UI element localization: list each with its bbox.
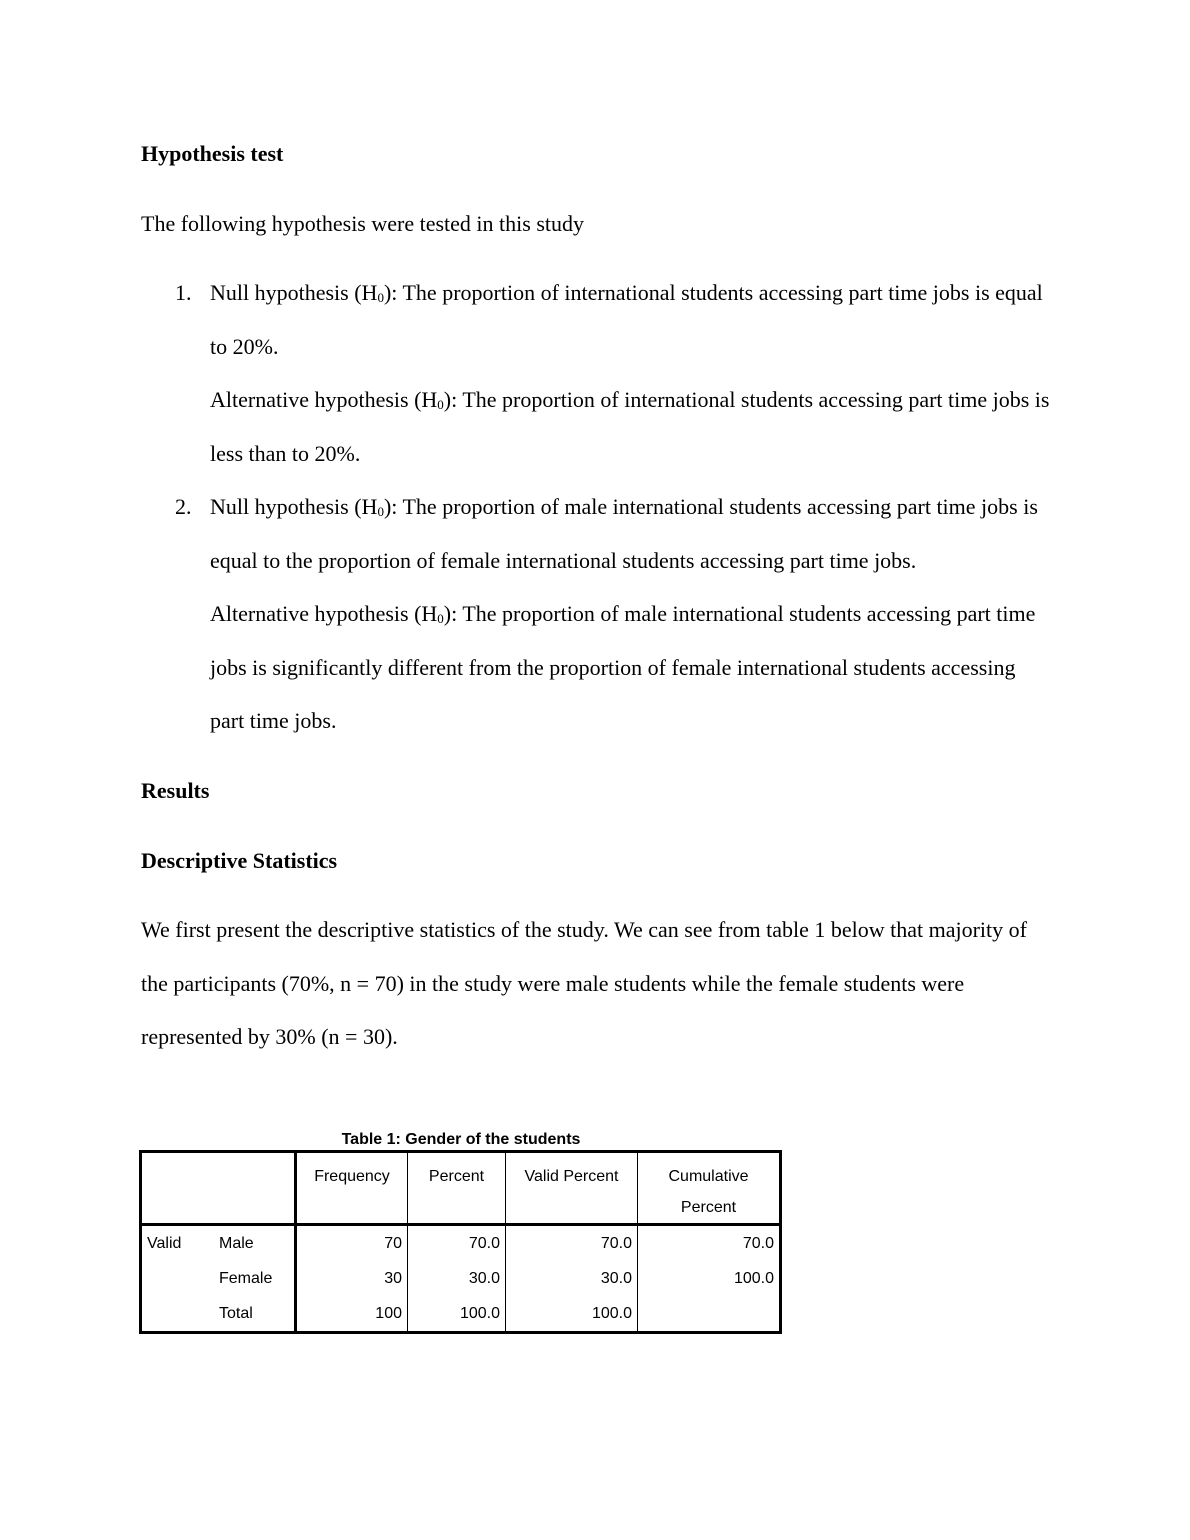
header-frequency: Frequency (296, 1152, 408, 1225)
hypothesis-intro: The following hypothesis were tested in this study (141, 211, 584, 236)
cell-percent: 70.0 (408, 1225, 506, 1262)
alternative-hypothesis-2: Alternative hypothesis $(H_0)$: The proportion of male international students accessing part time jobs is significantly different from the proportion of female international students accessing part time jobs. (210, 601, 1036, 733)
descriptive-paragraph: We first present the descriptive statistics of the study. We can see from table 1 below that majority of the participants (70%, n = 70) in the study were male students while the female students were represented by 30% (n = 30). (141, 917, 1027, 1049)
cell-percent: 30.0 (408, 1261, 506, 1296)
gender-frequency-table (139, 1150, 782, 1334)
cell-percent: 100.0 (408, 1296, 506, 1333)
cell-cumulative-percent: 70.0 (742, 1235, 774, 1252)
table-row (141, 1296, 781, 1333)
table-header-row (141, 1152, 781, 1225)
table-row (141, 1225, 781, 1262)
header-valid-percent: Valid Percent (506, 1152, 638, 1225)
cell-valid-percent: 30.0 (506, 1261, 638, 1296)
alternative-hypothesis-1: Alternative hypothesis $(H_0)$: The proportion of international students accessing part time jobs is less than to 20%. (210, 387, 1050, 466)
hypothesis-item-2 (141, 480, 1046, 748)
cell-valid-percent: 70.0 (506, 1225, 638, 1262)
list-number: 1. (175, 280, 192, 305)
heading-hypothesis-test: Hypothesis test (141, 141, 284, 166)
heading-descriptive-statistics: Descriptive Statistics (141, 848, 338, 873)
heading-results: Results (141, 778, 210, 803)
table-caption: Table 1: Gender of the students (341, 1131, 581, 1148)
cell-valid-percent: 100.0 (506, 1296, 638, 1333)
row-label: Male (214, 1225, 296, 1262)
header-cumulative-percent: Cumulative Percent (638, 1152, 781, 1225)
hypothesis-item-1 (141, 266, 1050, 480)
header-percent: Percent (408, 1152, 506, 1225)
header-blank (214, 1152, 296, 1225)
cell-frequency: 70 (296, 1225, 408, 1262)
group-label-valid: Valid (147, 1235, 182, 1252)
list-number: 2. (175, 494, 192, 519)
cell-cumulative-percent: 100.0 (733, 1270, 774, 1287)
cell-frequency: 30 (296, 1261, 408, 1296)
table-row (141, 1261, 781, 1296)
row-label: Female (214, 1261, 296, 1296)
cell-frequency: 100 (296, 1296, 408, 1333)
null-hypothesis-2: Null hypothesis $(H_0)$: The proportion of male international students accessing part time jobs is equal to the proportion of female international students accessing part time jobs. (210, 494, 1038, 573)
cell-cumulative-percent (638, 1296, 781, 1333)
header-blank (141, 1152, 215, 1225)
row-label: Total (214, 1296, 296, 1333)
null-hypothesis-1: Null hypothesis $(H_0)$: The proportion of international students accessing part time jobs is equal to 20%. (210, 280, 1043, 359)
